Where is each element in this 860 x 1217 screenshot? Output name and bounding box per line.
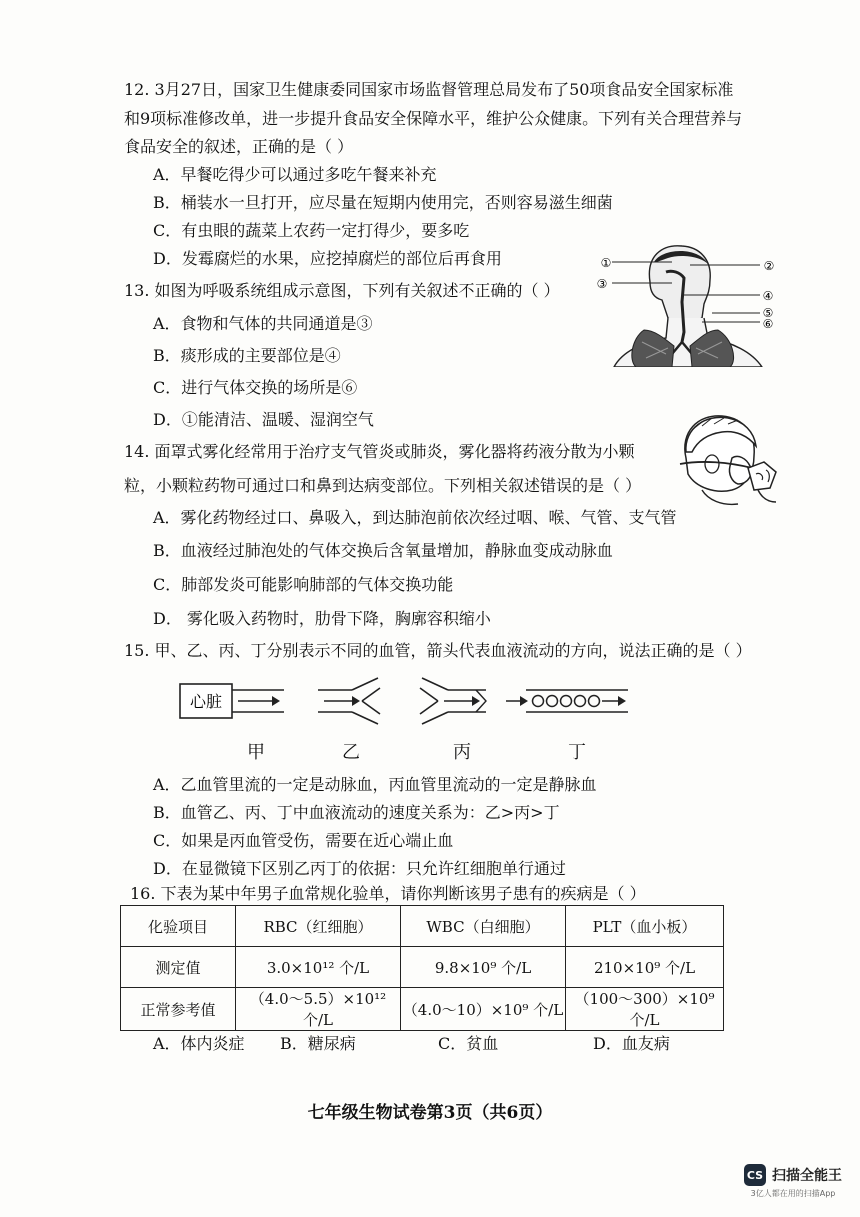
table-cell: 9.8×10⁹ 个/L [401, 947, 566, 988]
q15-stem: 15. 甲、乙、丙、丁分别表示不同的血管，箭头代表血液流动的方向，说法正确的是（ ） [124, 641, 752, 660]
q14-line1: 14. 面罩式雾化经常用于治疗支气管炎或肺炎，雾化器将药液分散为小颗 [124, 442, 635, 461]
table-cell: 测定值 [121, 947, 236, 988]
q14-line2: 粒，小颗粒药物可通过口和鼻到达病变部位。下列相关叙述错误的是（ ） [124, 476, 642, 495]
table-header: WBC（白细胞） [401, 906, 566, 947]
respiratory-system-diagram [592, 242, 782, 367]
vessel-label-ding: 丁 [568, 742, 586, 763]
table-cell: 正常参考值 [121, 988, 236, 1031]
q13-option-b: B．痰形成的主要部位是④ [153, 346, 341, 365]
q14-option-d: D． 雾化吸入药物时，肋骨下降，胸廓容积缩小 [153, 609, 491, 628]
scanner-watermark [744, 1164, 842, 1199]
q13-stem: 13. 如图为呼吸系统组成示意图，下列有关叙述不正确的（ ） [124, 281, 560, 300]
watermark-sub: 3亿人都在用的扫描App [750, 1189, 836, 1198]
diagram-label-5: ⑤ [762, 306, 774, 320]
table-header: RBC（红细胞） [236, 906, 401, 947]
q16-stem: 16. 下表为某中年男子血常规化验单，请你判断该男子患有的疾病是（ ） [130, 884, 646, 903]
vessel-label-bing: 丙 [453, 742, 471, 763]
q14-option-c: C．肺部发炎可能影响肺部的气体交换功能 [153, 575, 454, 594]
table-cell: 210×10⁹ 个/L [566, 947, 724, 988]
q15-option-a: A．乙血管里流的一定是动脉血，丙血管里流动的一定是静脉血 [153, 775, 597, 794]
table-cell: 3.0×10¹² 个/L [236, 947, 401, 988]
q12-option-a: A．早餐吃得少可以通过多吃午餐来补充 [153, 165, 437, 184]
q14-option-a: A．雾化药物经过口、鼻吸入，到达肺泡前依次经过咽、喉、气管、支气管 [153, 508, 677, 527]
diagram-label-4: ④ [762, 289, 774, 303]
q12-line2: 和9项标准修改单，进一步提升食品安全保障水平，维护公众健康。下列有关合理营养与 [124, 109, 743, 128]
q16-option-b: B．糖尿病 [280, 1034, 356, 1053]
q15-option-b: B．血管乙、丙、丁中血液流动的速度关系为：乙>丙>丁 [153, 803, 560, 822]
q12-option-d: D．发霉腐烂的水果，应挖掉腐烂的部位后再食用 [153, 249, 502, 268]
q12-line1: 12. 3月27日，国家卫生健康委同国家市场监督管理总局发布了50项食品安全国家标准 [124, 80, 734, 99]
table-cell: （4.0～10）×10⁹ 个/L [401, 988, 566, 1031]
q12-option-b: B．桶装水一旦打开，应尽量在短期内使用完，否则容易滋生细菌 [153, 193, 613, 212]
vessel-label-jia: 甲 [247, 742, 265, 763]
camscanner-logo-icon: CS [744, 1164, 766, 1186]
diagram-label-1: ① [600, 256, 612, 270]
table-row [121, 988, 724, 1031]
table-header-row [121, 906, 724, 947]
blood-test-table [120, 905, 724, 1031]
q16-option-d: D．血友病 [593, 1034, 670, 1053]
blood-vessel-diagram [176, 676, 636, 732]
q14-option-b: B．血液经过肺泡处的气体交换后含氧量增加，静脉血变成动脉血 [153, 541, 613, 560]
q13-option-a: A．食物和气体的共同通道是③ [153, 314, 373, 333]
q12-option-c: C．有虫眼的蔬菜上农药一定打得少，要多吃 [153, 221, 470, 240]
q16-option-a: A．体内炎症 [153, 1034, 245, 1053]
q16-option-c: C．贫血 [438, 1034, 499, 1053]
vessel-label-yi: 乙 [342, 742, 360, 763]
q15-option-c: C．如果是丙血管受伤，需要在近心端止血 [153, 831, 454, 850]
table-header: 化验项目 [121, 906, 236, 947]
heart-label: 心脏 [189, 692, 223, 711]
table-cell: （4.0～5.5）×10¹² 个/L [236, 988, 401, 1031]
diagram-label-6: ⑥ [762, 317, 774, 331]
table-header: PLT（血小板） [566, 906, 724, 947]
q13-option-d: D．①能清洁、温暖、湿润空气 [153, 410, 374, 429]
table-row [121, 947, 724, 988]
page-footer: 七年级生物试卷第3页（共6页） [307, 1103, 553, 1123]
watermark-name: 扫描全能王 [772, 1168, 842, 1184]
diagram-label-2: ② [763, 259, 775, 273]
q13-option-c: C．进行气体交换的场所是⑥ [153, 378, 358, 397]
table-cell: （100～300）×10⁹ 个/L [566, 988, 724, 1031]
q15-option-d: D．在显微镜下区别乙丙丁的依据：只允许红细胞单行通过 [153, 859, 566, 878]
diagram-label-3: ③ [596, 277, 608, 291]
nebulizer-child-illustration [672, 412, 784, 508]
q12-line3: 食品安全的叙述，正确的是（ ） [124, 137, 354, 156]
